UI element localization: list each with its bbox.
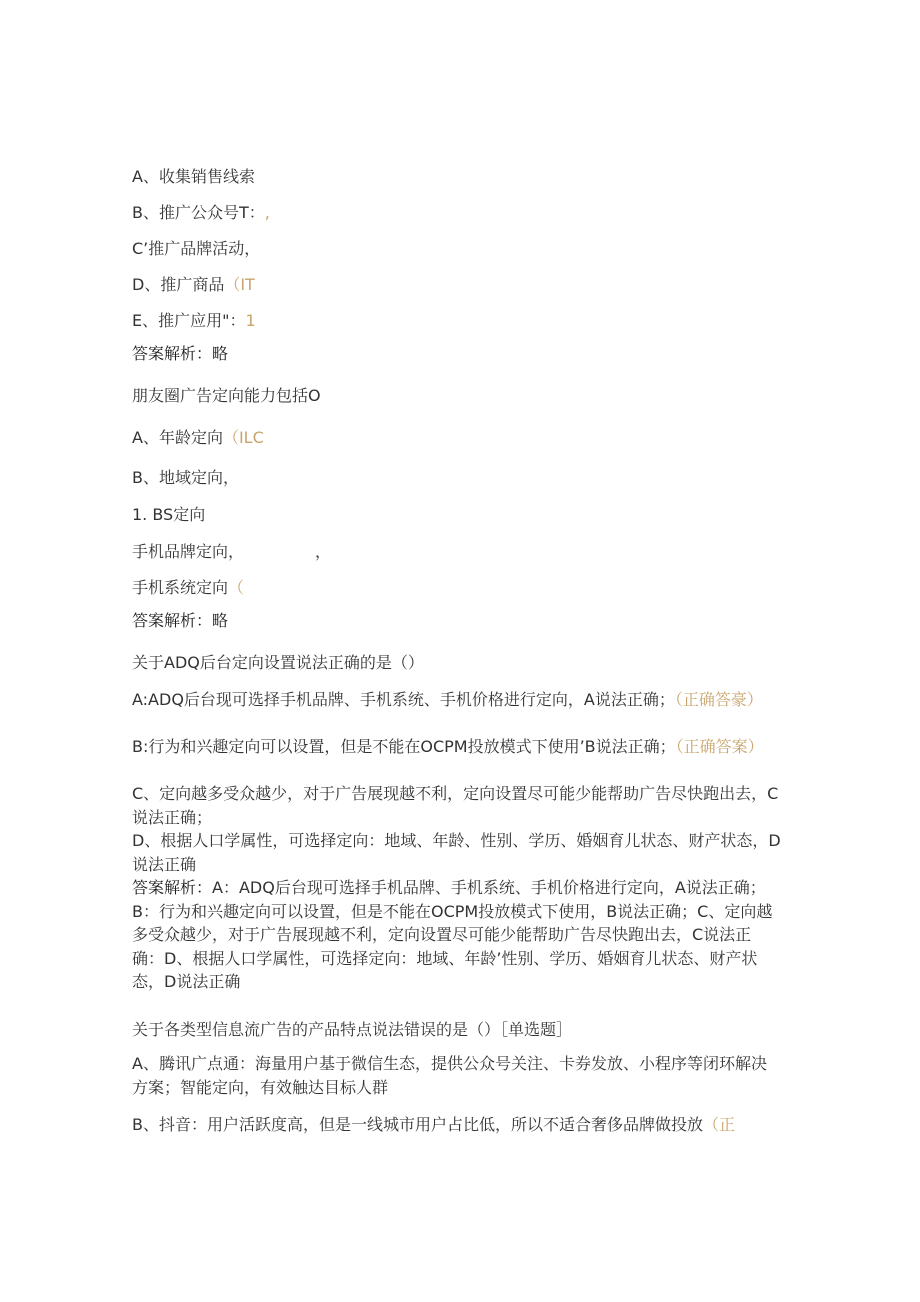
q3-option-c: C、定向越多受众越少，对于广告展现越不利，定向设置尽可能少能帮助广告尽快跑出去，C说法正确； — [132, 784, 779, 827]
q1-option-c: C’推广品牌活动， — [132, 239, 261, 258]
q2-answer: 答案解析：略 — [132, 611, 229, 630]
q1-option-a: A、收集销售线索 — [132, 167, 255, 186]
q4-option-b: B、抖音：用户活跃度高，但是一线城市用户占比低，所以不适合奢侈品牌做投放（正 — [132, 1115, 735, 1134]
q3-answer: 答案解析：A：ADQ后台现可选择手机品牌、手机系统、手机价格进行定向，A说法正确；B：行为和兴趣定向可以设置，但是不能在OCPM投放模式下使用，B说法正确；C、定向越多受众越少，对于广告展现越不利，定向设置尽可能少能帮助广告尽快跑出去，C说法正确：D、根据人口学属性，可选择定向：地域、年龄’性别、学历、婚姻育儿状态、财产状态，D说法正确 — [132, 878, 773, 991]
q3-option-a: A:ADQ后台现可选择手机品牌、手机系统、手机价格进行定向，A说法正确；（正确答豪） — [132, 690, 763, 709]
q3-option-b: B:行为和兴趣定向可以设置，但是不能在OCPM投放模式下使用’B说法正确；（正确答案） — [132, 737, 764, 756]
q2-option-e: 手机系统定向（ — [132, 578, 245, 597]
q2-option-c: 1. BS定向 — [132, 505, 206, 524]
q4-option-a: A、腾讯广点通：海量用户基于微信生态，提供公众号关注、卡券发放、小程序等闭环解决方案；智能定向，有效触达目标人群 — [132, 1054, 767, 1097]
q2-question: 朋友圈广告定向能力包括O — [132, 386, 321, 405]
q1-option-b: B、推广公众号T：, — [132, 203, 270, 222]
q4-question: 关于各类型信息流广告的产品特点说法错误的是（）［单选题］ — [132, 1020, 573, 1039]
q3-option-d: D、根据人口学属性，可选择定向：地域、年龄、性别、学历、婚姻育儿状态、财产状态，D说法正确 — [132, 831, 781, 874]
q2-option-b: B、地域定向， — [132, 468, 239, 487]
q1-option-d: D、推广商品（IT — [132, 275, 255, 294]
q2-stray-comma: ， — [315, 542, 332, 561]
q1-answer: 答案解析：略 — [132, 344, 229, 363]
q1-option-e: E、推广应用"：1 — [132, 311, 256, 330]
q2-option-a: A、年龄定向（ILC — [132, 428, 264, 447]
q3-question: 关于ADQ后台定向设置说法正确的是（） — [132, 653, 424, 672]
q2-option-d: 手机品牌定向， — [132, 542, 245, 561]
